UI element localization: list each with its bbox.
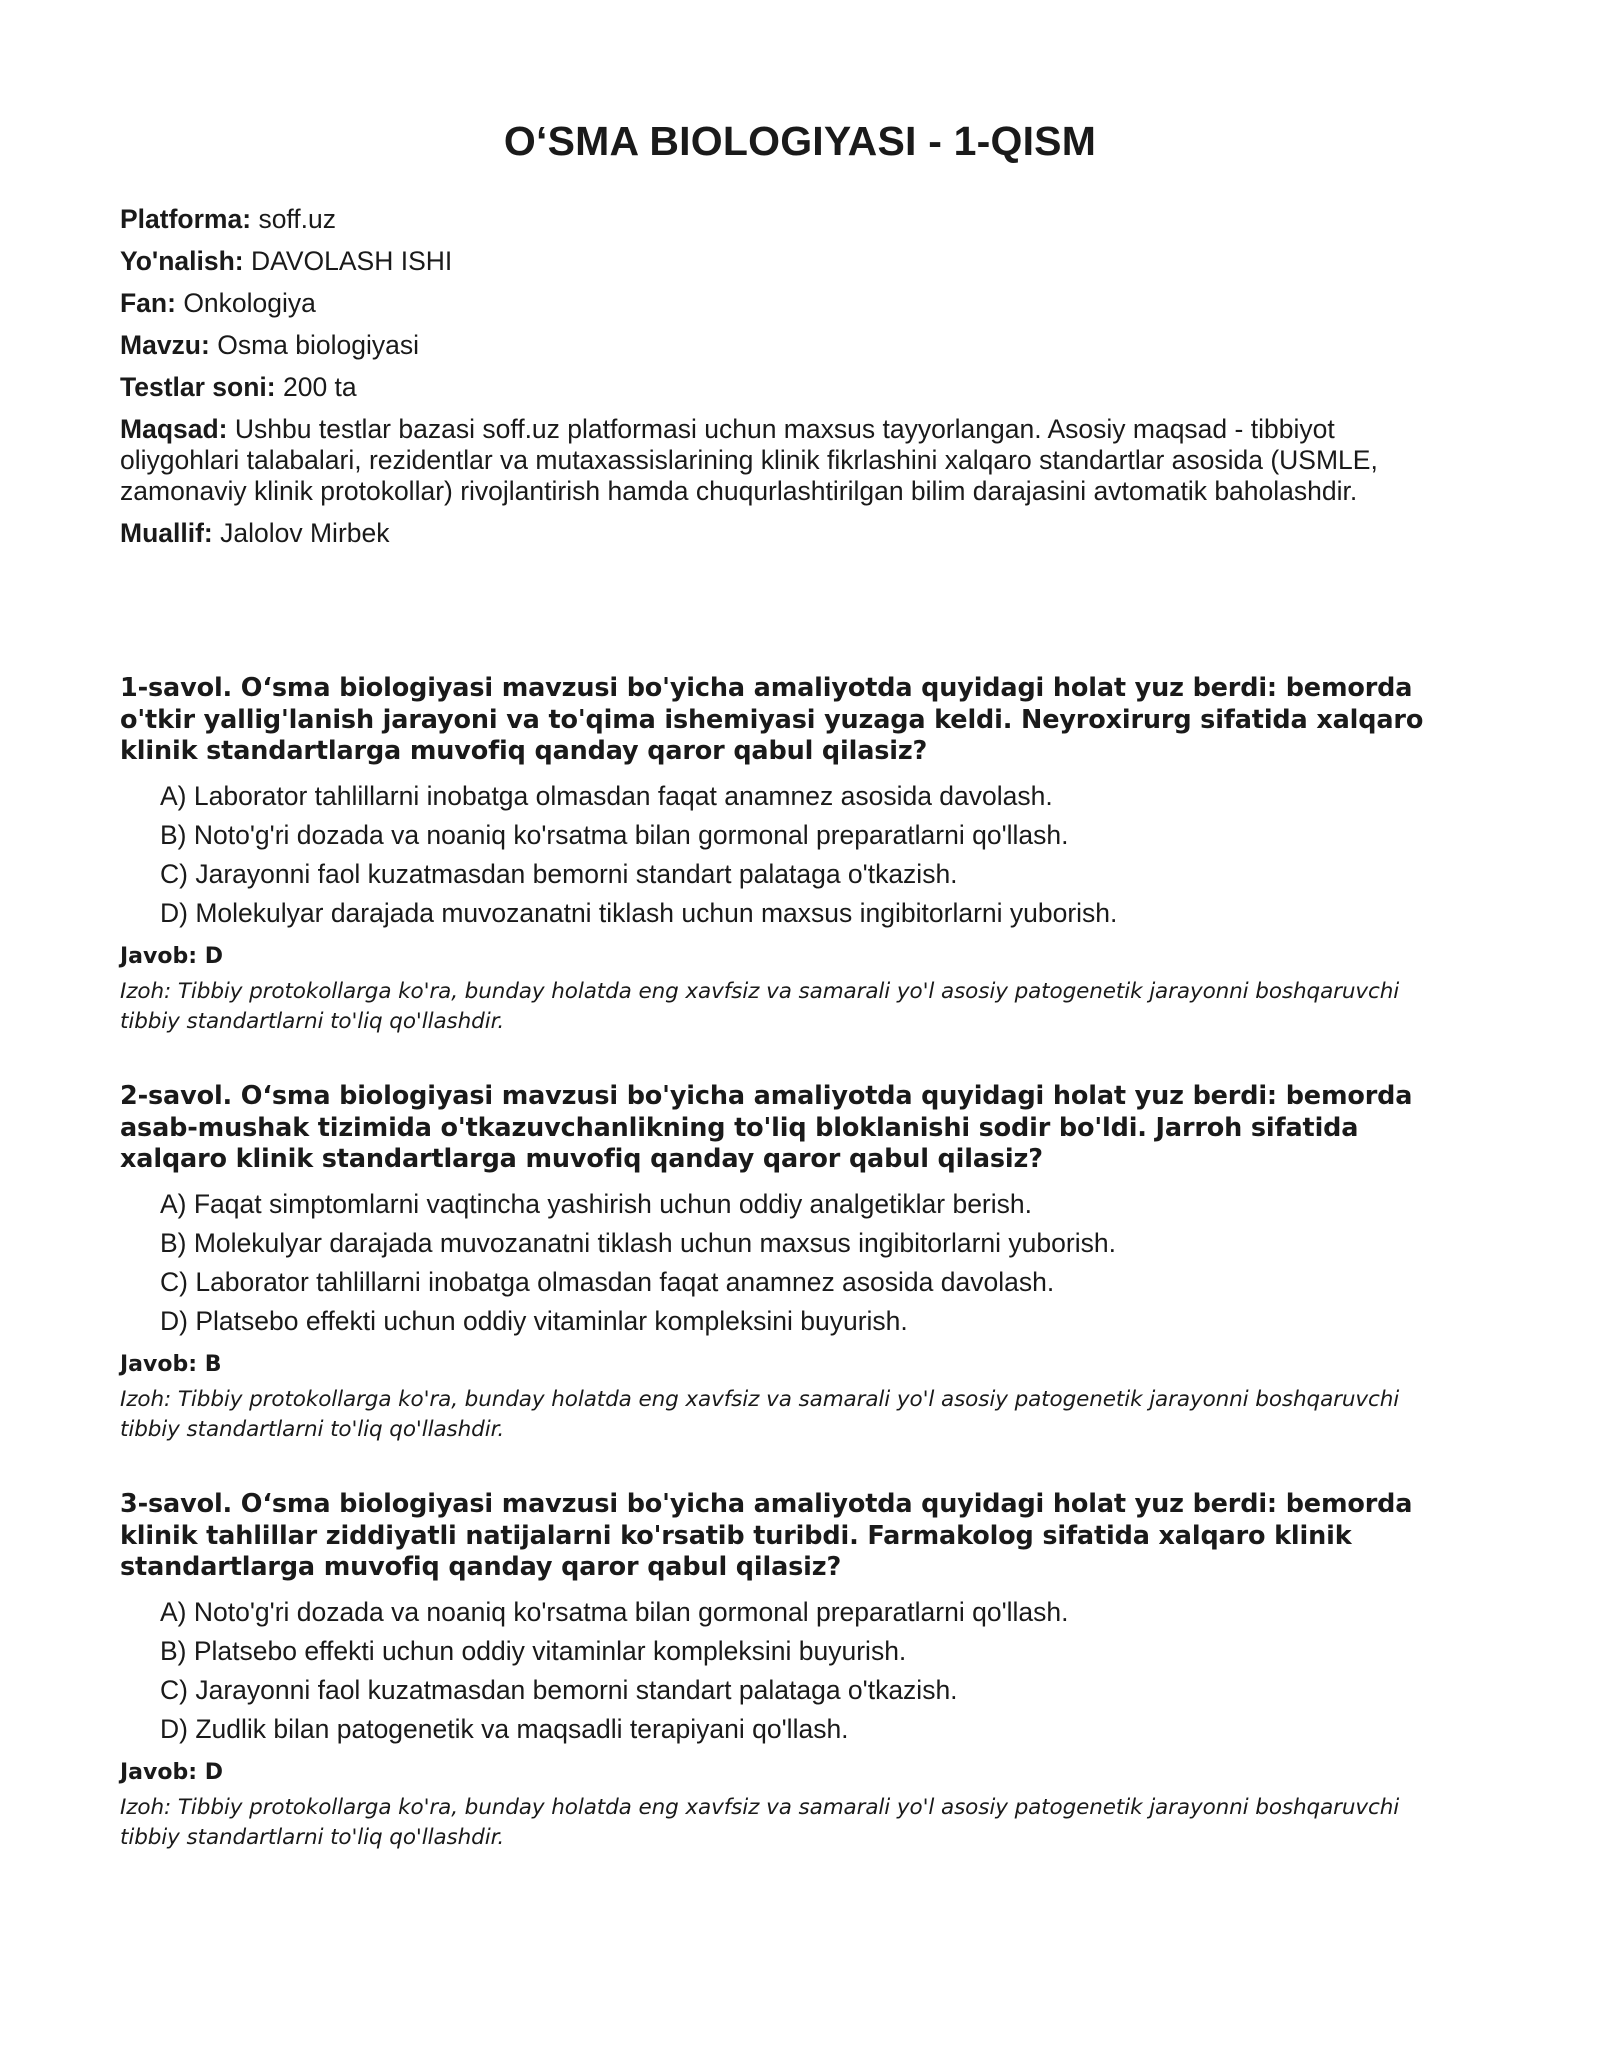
answer-option-b: B) Platsebo effekti uchun oddiy vitaminlar kompleksini buyurish. (160, 1635, 907, 1666)
correct-answer: Javob: D (120, 943, 223, 969)
question-block-2 (120, 1081, 1450, 1445)
meta-platform (120, 204, 1460, 235)
question-block-1 (120, 673, 1450, 1037)
meta-label: Yo'nalish: (120, 246, 244, 276)
meta-value: Onkologiya (183, 288, 316, 318)
meta-subject (120, 288, 1460, 319)
explanation: Izoh: Tibbiy protokollarga ko'ra, bunday holatda eng xavfsiz va samarali yo'l asosiy patogenetik jarayonni boshqaruvchi tibbiy standartlarni to'liq qo'llashdir. (120, 978, 1400, 1034)
meta-label: Fan: (120, 288, 176, 318)
meta-direction (120, 246, 1460, 277)
meta-label: Mavzu: (120, 330, 210, 360)
correct-answer: Javob: D (120, 1759, 223, 1785)
answer-option-c: C) Jarayonni faol kuzatmasdan bemorni standart palataga o'tkazish. (160, 858, 958, 889)
answer-option-c: C) Jarayonni faol kuzatmasdan bemorni standart palataga o'tkazish. (160, 1674, 958, 1705)
meta-topic (120, 330, 1460, 361)
answer-option-d: D) Zudlik bilan patogenetik va maqsadli terapiyani qo'llash. (160, 1713, 849, 1744)
question-text: 1-savol. O‘sma biologiyasi mavzusi bo'yicha amaliyotda quyidagi holat yuz berdi: bemorda o'tkir yallig'lanish jarayoni va to'qima ishemiyasi yuzaga keldi. Neyroxirurg sifatida xalqaro klinik standartlarga muvofiq qanday qaror qabul qilasiz? (120, 673, 1424, 766)
answer-option-a: A) Faqat simptomlarni vaqtincha yashirish uchun oddiy analgetiklar berish. (160, 1188, 1032, 1219)
page-title: O‘SMA BIOLOGIYASI - 1-QISM (503, 118, 1097, 164)
answer-option-d: D) Molekulyar darajada muvozanatni tiklash uchun maxsus ingibitorlarni yuborish. (160, 897, 1118, 928)
explanation: Izoh: Tibbiy protokollarga ko'ra, bunday holatda eng xavfsiz va samarali yo'l asosiy patogenetik jarayonni boshqaruvchi tibbiy standartlarni to'liq qo'llashdir. (120, 1386, 1400, 1442)
answer-option-a: A) Noto'g'ri dozada va noaniq ko'rsatma bilan gormonal preparatlarni qo'llash. (160, 1596, 1069, 1627)
correct-answer: Javob: B (120, 1351, 222, 1377)
meta-test-count (120, 372, 1460, 403)
meta-value: DAVOLASH ISHI (250, 246, 453, 276)
meta-value: 200 ta (282, 372, 357, 402)
answer-option-d: D) Platsebo effekti uchun oddiy vitaminlar kompleksini buyurish. (160, 1305, 908, 1336)
meta-value: Osma biologiyasi (217, 330, 419, 360)
document-info (120, 204, 1460, 560)
question-block-3 (120, 1489, 1450, 1853)
meta-purpose (120, 414, 1460, 507)
meta-value: Ushbu testlar bazasi soff.uz platformasi uchun maxsus tayyorlangan. Asosiy maqsad - tibbiyot oliygohlari talabalari, rezidentlar va mutaxassislarining klinik fikrlashini xalqaro standartlar asosida (USMLE, zamonaviy klinik protokollar) rivojlantirish hamda chuqurlashtirilgan bilim darajasini avtomatik baholashdir. (120, 414, 1378, 506)
answer-option-a: A) Laborator tahlillarni inobatga olmasdan faqat anamnez asosida davolash. (160, 780, 1053, 811)
meta-value: Jalolov Mirbek (220, 518, 390, 548)
meta-label: Platforma: (120, 204, 252, 234)
question-text: 2-savol. O‘sma biologiyasi mavzusi bo'yicha amaliyotda quyidagi holat yuz berdi: bemorda asab-mushak tizimida o'tkazuvchanlikning to'liq bloklanishi sodir bo'ldi. Jarroh sifatida xalqaro klinik standartlarga muvofiq qanday qaror qabul qilasiz? (120, 1081, 1413, 1174)
meta-label: Muallif: (120, 518, 213, 548)
answer-option-c: C) Laborator tahlillarni inobatga olmasdan faqat anamnez asosida davolash. (160, 1266, 1055, 1297)
meta-label: Maqsad: (120, 414, 228, 444)
question-text: 3-savol. O‘sma biologiyasi mavzusi bo'yicha amaliyotda quyidagi holat yuz berdi: bemorda klinik tahlillar ziddiyatli natijalarni ko'rsatib turibdi. Farmakolog sifatida xalqaro klinik standartlarga muvofiq qanday qaror qabul qilasiz? (120, 1489, 1413, 1582)
meta-author (120, 518, 1460, 549)
meta-label: Testlar soni: (120, 372, 276, 402)
meta-value: soff.uz (258, 204, 337, 234)
explanation: Izoh: Tibbiy protokollarga ko'ra, bunday holatda eng xavfsiz va samarali yo'l asosiy patogenetik jarayonni boshqaruvchi tibbiy standartlarni to'liq qo'llashdir. (120, 1794, 1400, 1850)
answer-option-b: B) Molekulyar darajada muvozanatni tiklash uchun maxsus ingibitorlarni yuborish. (160, 1227, 1116, 1258)
answer-option-b: B) Noto'g'ri dozada va noaniq ko'rsatma bilan gormonal preparatlarni qo'llash. (160, 819, 1069, 850)
